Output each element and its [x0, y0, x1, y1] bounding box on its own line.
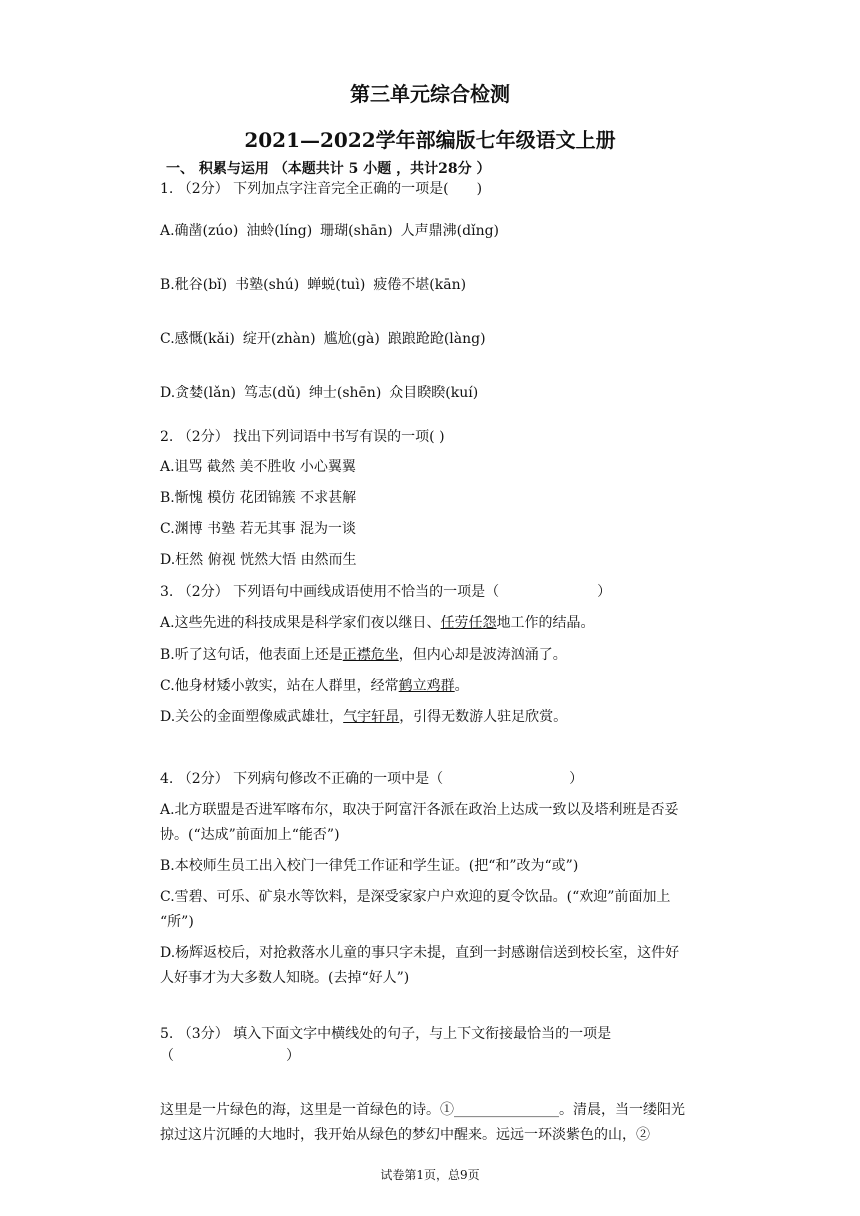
question-2-option-b: B.惭愧 模仿 花团锦簇 不求甚解	[160, 490, 357, 506]
question-4-option-d-line2: 人好事才为大多数人知晓。(去掉“好人”)	[160, 970, 410, 986]
question-3-option-c: C.他身材矮小敦实，站在人群里，经常鹤立鸡群。	[160, 678, 469, 694]
question-4-option-c-line1: C.雪碧、可乐、矿泉水等饮料，是深受家家户户欢迎的夏令饮品。(“欢迎”前面加上	[160, 889, 671, 905]
page-footer: 试卷第1页，总9页	[380, 1168, 480, 1182]
question-4-option-c-line2: “所”)	[160, 914, 194, 930]
question-4-option-d-line1: D.杨辉返校后，对抢救落水儿童的事只字未提，直到一封感谢信送到校长室，这件好	[160, 945, 680, 961]
question-3-option-a: A.这些先进的科技成果是科学家们夜以继日、任劳任怨地工作的结晶。	[160, 615, 595, 631]
question-1-option-b: B.秕谷(bǐ) 书塾(shú) 蝉蜕(tuì) 疲倦不堪(kān)	[160, 277, 467, 293]
page-title: 第三单元综合检测	[350, 82, 510, 106]
question-1-option-d: D.贪婪(lǎn) 笃志(dǔ) 绅士(shēn) 众目睽睽(kuí)	[160, 385, 479, 401]
question-4-option-b: B.本校师生员工出入校门一律凭工作证和学生证。(把“和”改为“或”)	[160, 858, 579, 874]
question-3-option-b: B.听了这句话，他表面上还是正襟危坐，但内心却是波涛汹涌了。	[160, 647, 567, 663]
question-1-stem: 1. （2分） 下列加点字注音完全正确的一项是( )	[160, 181, 483, 197]
question-3-stem: 3. （2分） 下列语句中画线成语使用不恰当的一项是（ ）	[160, 584, 612, 600]
question-1-option-c: C.感慨(kǎi) 绽开(zhàn) 尴尬(gà) 踉踉跄跄(làng)	[160, 331, 486, 347]
section-heading: 一、 积累与运用 （本题共计 5 小题 ，共计28分 ）	[166, 161, 491, 177]
question-3-option-d: D.关公的金面塑像威武雄壮，气宇轩昂，引得无数游人驻足欣赏。	[160, 709, 568, 725]
question-2-option-d: D.枉然 俯视 恍然大悟 由然而生	[160, 552, 357, 568]
question-5-stem: 5. （3分） 填入下面文字中横线处的句子，与上下文衔接最恰当的一项是	[160, 1026, 612, 1042]
question-4-stem: 4. （2分） 下列病句修改不正确的一项中是（ ）	[160, 771, 584, 787]
question-2-option-c: C.渊博 书塾 若无其事 混为一谈	[160, 521, 357, 537]
question-2-option-a: A.诅骂 截然 美不胜收 小心翼翼	[160, 459, 356, 475]
page-subtitle: 2021—2022学年部编版七年级语文上册	[244, 128, 616, 152]
question-5-passage-line1: 这里是一片绿色的海，这里是一首绿色的诗。①_______________。清晨，当一缕阳光	[160, 1102, 685, 1118]
question-2-stem: 2. （2分） 找出下列词语中书写有误的一项( )	[160, 429, 445, 445]
question-1-option-a: A.确凿(zúo) 油蛉(líng) 珊瑚(shān) 人声鼎沸(dǐng)	[160, 223, 500, 239]
question-5-passage-line2: 掠过这片沉睡的大地时，我开始从绿色的梦幻中醒来。远远一环淡紫色的山，②	[160, 1127, 650, 1143]
question-5-stem-bracket: （ ）	[160, 1048, 300, 1064]
question-4-option-a-line1: A.北方联盟是否进军喀布尔，取决于阿富汗各派在政治上达成一致以及塔利班是否妥	[160, 802, 679, 818]
question-4-option-a-line2: 协。(“达成”前面加上“能否”)	[160, 827, 340, 843]
